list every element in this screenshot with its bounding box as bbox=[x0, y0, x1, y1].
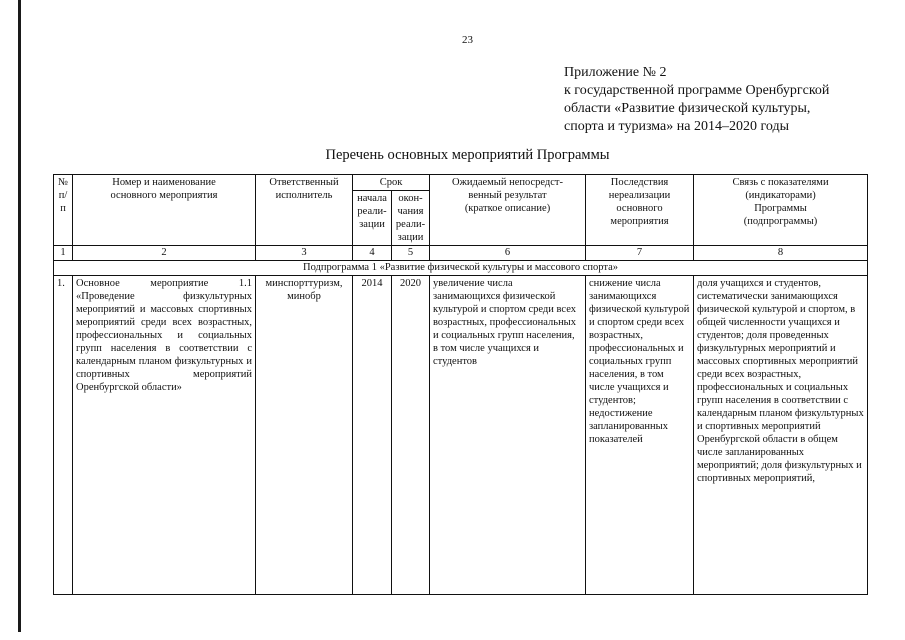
column-number: 5 bbox=[392, 246, 430, 261]
header-responsible: Ответственный исполнитель bbox=[256, 175, 353, 246]
row-name: Основное мероприятие 1.1 «Проведение физкультурных мероприятий и массовых спортивных мероприятий среди всех возрастных, профессиональных и социальных групп населения в соответствии с календарным планом физкультурных и спортивных мероприятий Оренбургской области» bbox=[73, 276, 256, 595]
appendix-line: к государственной программе Оренбургской bbox=[564, 83, 830, 98]
column-number: 2 bbox=[73, 246, 256, 261]
document-title: Перечень основных мероприятий Программы bbox=[325, 147, 610, 163]
header-term: Срок bbox=[353, 175, 430, 191]
column-number: 1 bbox=[54, 246, 73, 261]
row-consequences: снижение числа занимающихся физической культурой и спортом среди всех возрастных, профессиональных и социальных групп населения, в том числе учащихся и студентов; недостижение запланированных показателей bbox=[586, 276, 694, 595]
column-number: 6 bbox=[430, 246, 586, 261]
column-number: 3 bbox=[256, 246, 353, 261]
row-num: 1. bbox=[54, 276, 73, 595]
header-result: Ожидаемый непосредст- венный результат (краткое описание) bbox=[430, 175, 586, 246]
row-indicators: доля учащихся и студентов, систематически занимающихся физической культурой и спортом, в общей численности учащихся и студентов; доля проведенных физкультурных мероприятий и массовых спортивных мероприятий среди всех возрастных, профессиональных и социальных групп населения в соответствии с календарным планом физкультурных и спортивных мероприятий Оренбургской области в общем числе запланированных мероприятий; доля физкультурных и спортивных мероприятий, bbox=[694, 276, 868, 595]
table-row bbox=[54, 276, 868, 595]
header-consequences: Последствия нереализации основного мероприятия bbox=[586, 175, 694, 246]
column-number: 4 bbox=[353, 246, 392, 261]
header-indicators: Связь с показателями (индикаторами) Программы (подпрограммы) bbox=[694, 175, 868, 246]
column-number-row bbox=[54, 246, 868, 261]
header-num: № п/п bbox=[54, 175, 73, 246]
appendix-line: области «Развитие физической культуры, bbox=[564, 101, 811, 116]
header-row bbox=[54, 175, 868, 191]
appendix-caption bbox=[564, 64, 829, 136]
header-start: начала реали- зации bbox=[353, 191, 392, 246]
column-number: 8 bbox=[694, 246, 868, 261]
row-end: 2020 bbox=[392, 276, 430, 595]
measures-table bbox=[53, 174, 868, 595]
header-end: окон- чания реали- зации bbox=[392, 191, 430, 246]
page-number: 23 bbox=[462, 34, 473, 46]
row-responsible: минспорттуризм, минобр bbox=[256, 276, 353, 595]
subprogram-row bbox=[54, 261, 868, 276]
row-start: 2014 bbox=[353, 276, 392, 595]
column-number: 7 bbox=[586, 246, 694, 261]
row-result: увеличение числа занимающихся физической культурой и спортом среди всех возрастных, профессиональных и социальных групп населения, в том числе учащихся и студентов bbox=[430, 276, 586, 595]
binding-edge bbox=[18, 0, 21, 632]
appendix-line: спорта и туризма» на 2014–2020 годы bbox=[564, 119, 789, 134]
header-name: Номер и наименование основного мероприятия bbox=[73, 175, 256, 246]
appendix-line: Приложение № 2 bbox=[564, 65, 667, 80]
subprogram-title: Подпрограмма 1 «Развитие физической культуры и массового спорта» bbox=[54, 261, 868, 276]
